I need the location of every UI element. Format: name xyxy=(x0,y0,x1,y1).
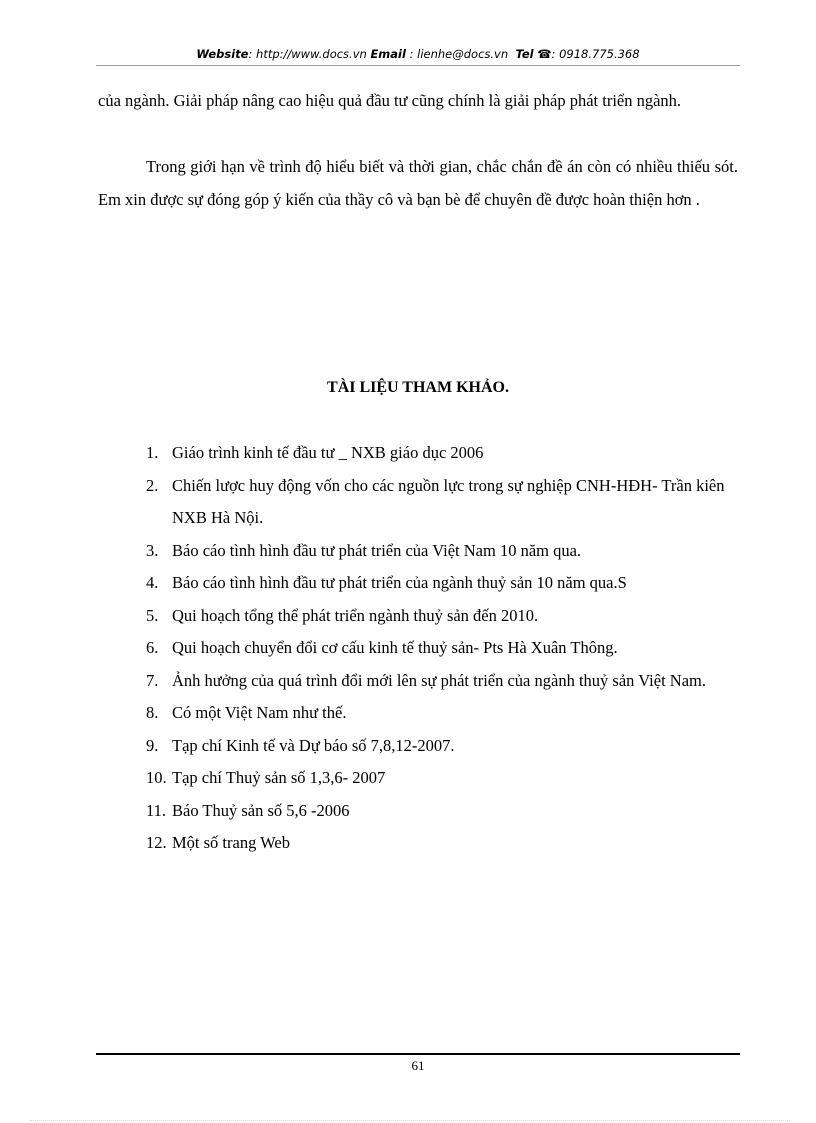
paragraph-acknowledgement: Trong giới hạn về trình độ hiểu biết và thời gian, chắc chắn đề án còn có nhiều thiếu sót. Em xin được sự đóng góp ý kiến của thầy cô và bạn bè để chuyên đề được hoàn thiện hơn . xyxy=(98,157,738,209)
reference-number: 11. xyxy=(146,800,167,820)
tel-label: Tel xyxy=(515,47,534,61)
reference-text: Báo Thuỷ sản số 5,6 -2006 xyxy=(172,800,350,820)
reference-number: 12. xyxy=(146,833,167,852)
reference-item xyxy=(146,600,746,633)
reference-text: Tạp chí Kinh tế và Dự báo số 7,8,12-2007. xyxy=(172,735,455,755)
paragraph-conclusion-end: của ngành. Giải pháp nâng cao hiệu quả đầu tư cũng chính là giải pháp phát triển ngành. xyxy=(98,91,682,110)
header-divider xyxy=(96,65,740,66)
reference-item xyxy=(146,535,746,568)
tel-value: : 0918.775.368 xyxy=(551,47,640,61)
reference-text: Báo cáo tình hình đầu tư phát triển của ngành thuỷ sản 10 năm qua.S xyxy=(172,573,627,592)
footer-divider xyxy=(96,1053,740,1055)
reference-text: Giáo trình kinh tế đầu tư _ NXB giáo dục 2006 xyxy=(172,443,484,462)
references-title: TÀI LIỆU THAM KHẢO. xyxy=(327,379,509,396)
reference-number: 2. xyxy=(146,475,159,495)
reference-text: Có một Việt Nam như thế. xyxy=(172,703,347,722)
reference-number: 8. xyxy=(146,703,159,722)
reference-number: 7. xyxy=(146,670,159,690)
reference-item xyxy=(146,697,746,730)
reference-number: 6. xyxy=(146,638,159,657)
page-number: 61 xyxy=(411,1058,425,1073)
reference-text: Báo cáo tình hình đầu tư phát triển của Việt Nam 10 năm qua. xyxy=(172,540,582,560)
reference-item xyxy=(146,762,746,795)
reference-text: Qui hoạch tổng thể phát triển ngành thuỷ sản đến 2010. xyxy=(172,605,539,625)
reference-text: Qui hoạch chuyển đổi cơ cấu kinh tế thuỷ sản- Pts Hà Xuân Thông. xyxy=(172,638,618,657)
references-list xyxy=(146,437,746,860)
email-label: Email xyxy=(370,47,406,61)
reference-item xyxy=(146,632,746,665)
page-edge-divider xyxy=(30,1120,790,1121)
reference-number: 10. xyxy=(146,768,167,787)
reference-item xyxy=(146,470,746,535)
reference-item xyxy=(146,730,746,763)
page-header xyxy=(96,46,740,62)
reference-text: Tạp chí Thuỷ sản số 1,3,6- 2007 xyxy=(172,768,386,787)
phone-icon: ☎ xyxy=(537,47,552,61)
website-label: Website xyxy=(196,47,249,61)
website-value: : http://www.docs.vn xyxy=(248,47,367,61)
reference-item xyxy=(146,567,746,600)
reference-number: 1. xyxy=(146,443,159,462)
reference-item xyxy=(146,795,746,828)
reference-number: 4. xyxy=(146,573,159,592)
reference-item xyxy=(146,827,746,860)
reference-number: 3. xyxy=(146,540,159,560)
reference-item xyxy=(146,437,746,470)
reference-text: Chiến lược huy động vốn cho các nguồn lực trong sự nghiệp CNH-HĐH- Trần kiên NXB Hà Nội. xyxy=(172,475,725,527)
reference-text: Một số trang Web xyxy=(172,833,290,852)
reference-text: Ảnh hưởng của quá trình đổi mới lên sự phát triển của ngành thuỷ sản Việt Nam. xyxy=(172,670,706,690)
reference-number: 9. xyxy=(146,735,159,755)
email-value: : lienhe@docs.vn xyxy=(405,47,509,61)
reference-number: 5. xyxy=(146,605,159,625)
reference-item xyxy=(146,665,746,698)
